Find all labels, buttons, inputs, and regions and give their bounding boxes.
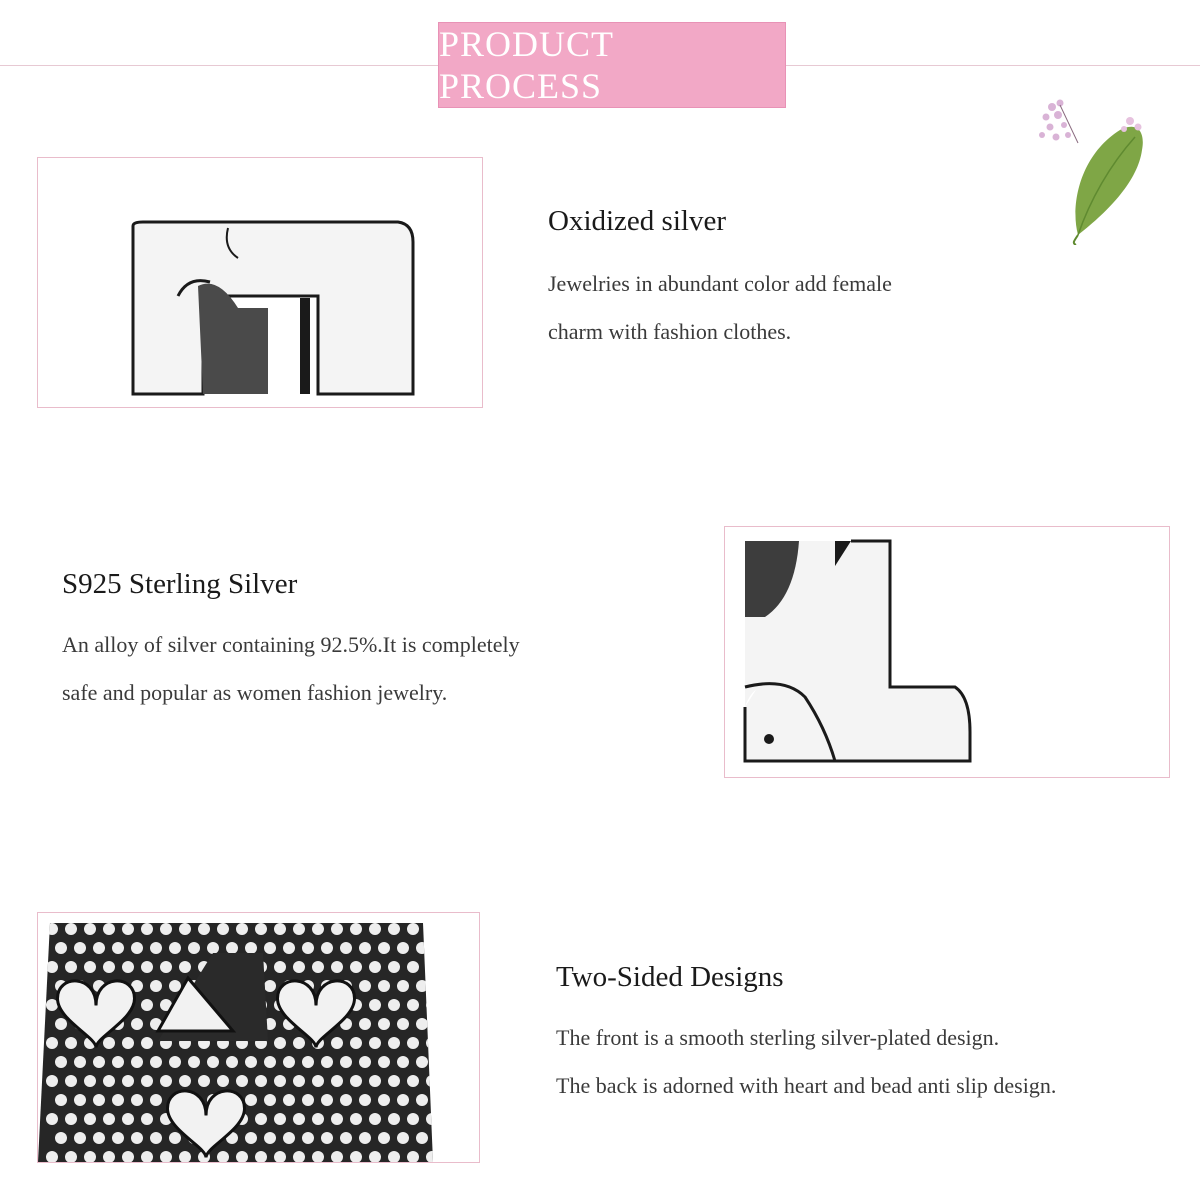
- section-1-line-2: charm with fashion clothes.: [548, 319, 792, 344]
- bead-dot: [55, 942, 67, 954]
- bead-dot: [150, 1132, 162, 1144]
- bead-dot: [179, 1075, 191, 1087]
- bead-dot: [65, 1075, 77, 1087]
- bead-dot: [416, 1018, 428, 1030]
- bead-dot: [264, 942, 276, 954]
- bead-dot: [160, 1075, 172, 1087]
- bead-dot: [378, 1132, 390, 1144]
- bead-dot: [131, 942, 143, 954]
- bead-dot: [141, 923, 153, 935]
- bead-dot: [264, 1094, 276, 1106]
- bead-dot: [122, 961, 134, 973]
- bead-dot: [340, 942, 352, 954]
- bead-dot: [198, 923, 210, 935]
- bead-dot: [226, 1056, 238, 1068]
- section-2-line-1: An alloy of silver containing 92.5%.It is completely: [62, 632, 520, 657]
- bead-dot: [198, 1075, 210, 1087]
- bead-dot: [312, 1113, 324, 1125]
- bead-dot: [388, 923, 400, 935]
- bead-dot: [397, 1018, 409, 1030]
- bead-dot: [350, 1037, 362, 1049]
- section-2-image-frame: [724, 526, 1170, 778]
- bead-dot: [217, 923, 229, 935]
- section-3-line-1: The front is a smooth sterling silver-plated design.: [556, 1025, 1000, 1050]
- bead-dot: [407, 1075, 419, 1087]
- bead-dot: [122, 923, 134, 935]
- bead-dot: [359, 1132, 371, 1144]
- bead-dot: [74, 1094, 86, 1106]
- bead-dot: [359, 1056, 371, 1068]
- bead-dot: [236, 1075, 248, 1087]
- bead-dot: [245, 1132, 257, 1144]
- bead-dot: [302, 1132, 314, 1144]
- bead-dot: [84, 961, 96, 973]
- bead-dot: [397, 1056, 409, 1068]
- bead-dot: [55, 1094, 67, 1106]
- bead-dot: [293, 1113, 305, 1125]
- bead-dot: [112, 1094, 124, 1106]
- bead-dot: [84, 923, 96, 935]
- bead-dot: [407, 961, 419, 973]
- bead-dot: [93, 1132, 105, 1144]
- bead-dot: [141, 999, 153, 1011]
- bead-dot: [369, 961, 381, 973]
- bead-dot: [112, 942, 124, 954]
- bead-dot: [264, 980, 276, 992]
- bead-dot: [255, 1113, 267, 1125]
- bead-dot: [217, 1075, 229, 1087]
- bead-dot: [236, 923, 248, 935]
- bead-dot: [160, 923, 172, 935]
- section-1-text: [548, 260, 892, 356]
- bead-dot: [207, 1056, 219, 1068]
- bead-dot: [331, 1113, 343, 1125]
- bead-dot: [350, 923, 362, 935]
- bead-dot: [369, 1037, 381, 1049]
- bead-dot: [378, 1018, 390, 1030]
- bead-dot: [112, 1056, 124, 1068]
- section-3-title: Two-Sided Designs: [556, 961, 784, 993]
- bead-dot: [416, 1056, 428, 1068]
- section-2-line-2: safe and popular as women fashion jewelry.: [62, 680, 448, 705]
- bead-dot: [388, 1113, 400, 1125]
- bead-dot: [331, 961, 343, 973]
- bead-dot: [331, 923, 343, 935]
- section-1-title: Oxidized silver: [548, 205, 726, 237]
- silver-letter-t-top-photo: [38, 158, 482, 407]
- bead-dot: [131, 1094, 143, 1106]
- bead-dot: [350, 1113, 362, 1125]
- bead-dot: [131, 1056, 143, 1068]
- bead-dot: [321, 942, 333, 954]
- bead-dot: [46, 1113, 58, 1125]
- section-3-text: [556, 1014, 1056, 1110]
- bead-dot: [169, 942, 181, 954]
- section-3-image-frame: [37, 912, 480, 1163]
- bead-dot: [312, 961, 324, 973]
- bead-dot: [359, 942, 371, 954]
- bead-dot: [283, 1094, 295, 1106]
- bead-dot: [378, 1094, 390, 1106]
- section-1-line-1: Jewelries in abundant color add female: [548, 271, 892, 296]
- bead-dot: [141, 1075, 153, 1087]
- bead-dot: [245, 1056, 257, 1068]
- bead-dot: [264, 1132, 276, 1144]
- bead-dot: [46, 1037, 58, 1049]
- bead-dot: [407, 999, 419, 1011]
- bead-dot: [416, 1132, 428, 1144]
- section-banner: [438, 22, 786, 108]
- bead-dot: [122, 1037, 134, 1049]
- bead-dot: [65, 923, 77, 935]
- bead-dot: [331, 1075, 343, 1087]
- bead-dot: [150, 1056, 162, 1068]
- section-3-line-2: The back is adorned with heart and bead anti slip design.: [556, 1073, 1057, 1098]
- bead-dot: [274, 1113, 286, 1125]
- bead-dot: [264, 1056, 276, 1068]
- bead-dot: [359, 980, 371, 992]
- bead-dot: [93, 1094, 105, 1106]
- bead-dot: [150, 1094, 162, 1106]
- bead-dot: [74, 942, 86, 954]
- bead-dot: [103, 923, 115, 935]
- bead-dot: [302, 1056, 314, 1068]
- bead-dot: [340, 1056, 352, 1068]
- bead-dot: [274, 1075, 286, 1087]
- bead-dot: [74, 1056, 86, 1068]
- bead-dot: [65, 961, 77, 973]
- bead-dot: [131, 1018, 143, 1030]
- bead-dot: [141, 961, 153, 973]
- mint-leaf-flower-icon: [1030, 95, 1150, 245]
- bead-dot: [378, 942, 390, 954]
- bead-dot: [103, 1037, 115, 1049]
- bead-dot: [283, 942, 295, 954]
- header-rule-left: [0, 65, 438, 66]
- section-1-image-frame: [37, 157, 483, 408]
- bead-dot: [378, 980, 390, 992]
- heart-bead-back-photo: [38, 913, 479, 1162]
- bead-dot: [293, 1075, 305, 1087]
- bead-dot: [226, 942, 238, 954]
- bead-dot: [312, 923, 324, 935]
- bead-dot: [407, 1037, 419, 1049]
- bead-dot: [397, 942, 409, 954]
- bead-dot: [369, 999, 381, 1011]
- bead-dot: [65, 1113, 77, 1125]
- bead-dot: [293, 961, 305, 973]
- bead-dot: [103, 1075, 115, 1087]
- bead-dot: [340, 1132, 352, 1144]
- bead-dot: [122, 1075, 134, 1087]
- bead-dot: [188, 942, 200, 954]
- bead-dot: [359, 1018, 371, 1030]
- bead-dot: [331, 1037, 343, 1049]
- bead-dot: [397, 1132, 409, 1144]
- bead-dot: [416, 1094, 428, 1106]
- bead-dot: [93, 942, 105, 954]
- bead-dot: [150, 980, 162, 992]
- bead-dot: [255, 923, 267, 935]
- bead-dot: [321, 1056, 333, 1068]
- bead-dot: [160, 961, 172, 973]
- bead-dot: [141, 1037, 153, 1049]
- bead-dot: [378, 1056, 390, 1068]
- bead-dot: [321, 1094, 333, 1106]
- bead-dot: [293, 923, 305, 935]
- bead-dot: [369, 1113, 381, 1125]
- bead-dot: [245, 1094, 257, 1106]
- bead-dot: [388, 1075, 400, 1087]
- header-rule-right: [786, 65, 1200, 66]
- bead-dot: [65, 1037, 77, 1049]
- bead-dot: [321, 1132, 333, 1144]
- bead-dot: [207, 942, 219, 954]
- bead-dot: [283, 1056, 295, 1068]
- bead-dot: [84, 1075, 96, 1087]
- bead-dot: [397, 980, 409, 992]
- bead-dot: [397, 1094, 409, 1106]
- bead-dot: [369, 1075, 381, 1087]
- bead-dot: [340, 1094, 352, 1106]
- bead-dot: [359, 1094, 371, 1106]
- bead-dot: [141, 1113, 153, 1125]
- bead-dot: [388, 961, 400, 973]
- bead-dot: [283, 1132, 295, 1144]
- bead-dot: [274, 1037, 286, 1049]
- bead-dot: [388, 1037, 400, 1049]
- bead-dot: [407, 923, 419, 935]
- bead-dot: [169, 1056, 181, 1068]
- bead-dot: [179, 961, 191, 973]
- bead-dot: [369, 923, 381, 935]
- bead-dot: [131, 1132, 143, 1144]
- bead-dot: [46, 1075, 58, 1087]
- bead-dot: [55, 1018, 67, 1030]
- bead-dot: [274, 923, 286, 935]
- banner-title: PRODUCT PROCESS: [439, 24, 614, 106]
- section-2-title: S925 Sterling Silver: [62, 568, 298, 600]
- bead-dot: [150, 942, 162, 954]
- bead-dot: [407, 1113, 419, 1125]
- bead-dot: [274, 961, 286, 973]
- bead-dot: [388, 999, 400, 1011]
- bead-dot: [74, 1132, 86, 1144]
- section-2-text: [62, 621, 520, 717]
- silver-letter-t-bottom-photo: [725, 527, 1169, 777]
- bead-dot: [112, 1132, 124, 1144]
- bead-dot: [302, 942, 314, 954]
- bead-dot: [302, 1094, 314, 1106]
- bead-dot: [55, 1132, 67, 1144]
- bead-dot: [122, 1113, 134, 1125]
- bead-dot: [55, 1056, 67, 1068]
- bead-dot: [169, 980, 181, 992]
- bead-dot: [293, 1037, 305, 1049]
- bead-dot: [93, 1056, 105, 1068]
- bead-dot: [188, 1056, 200, 1068]
- bead-dot: [245, 942, 257, 954]
- bead-dot: [103, 961, 115, 973]
- bead-dot: [312, 1075, 324, 1087]
- bead-dot: [103, 1113, 115, 1125]
- bead-dot: [255, 1075, 267, 1087]
- bead-dot: [84, 1113, 96, 1125]
- bead-dot: [169, 1132, 181, 1144]
- bead-dot: [179, 923, 191, 935]
- bead-dot: [350, 1075, 362, 1087]
- bead-dot: [350, 961, 362, 973]
